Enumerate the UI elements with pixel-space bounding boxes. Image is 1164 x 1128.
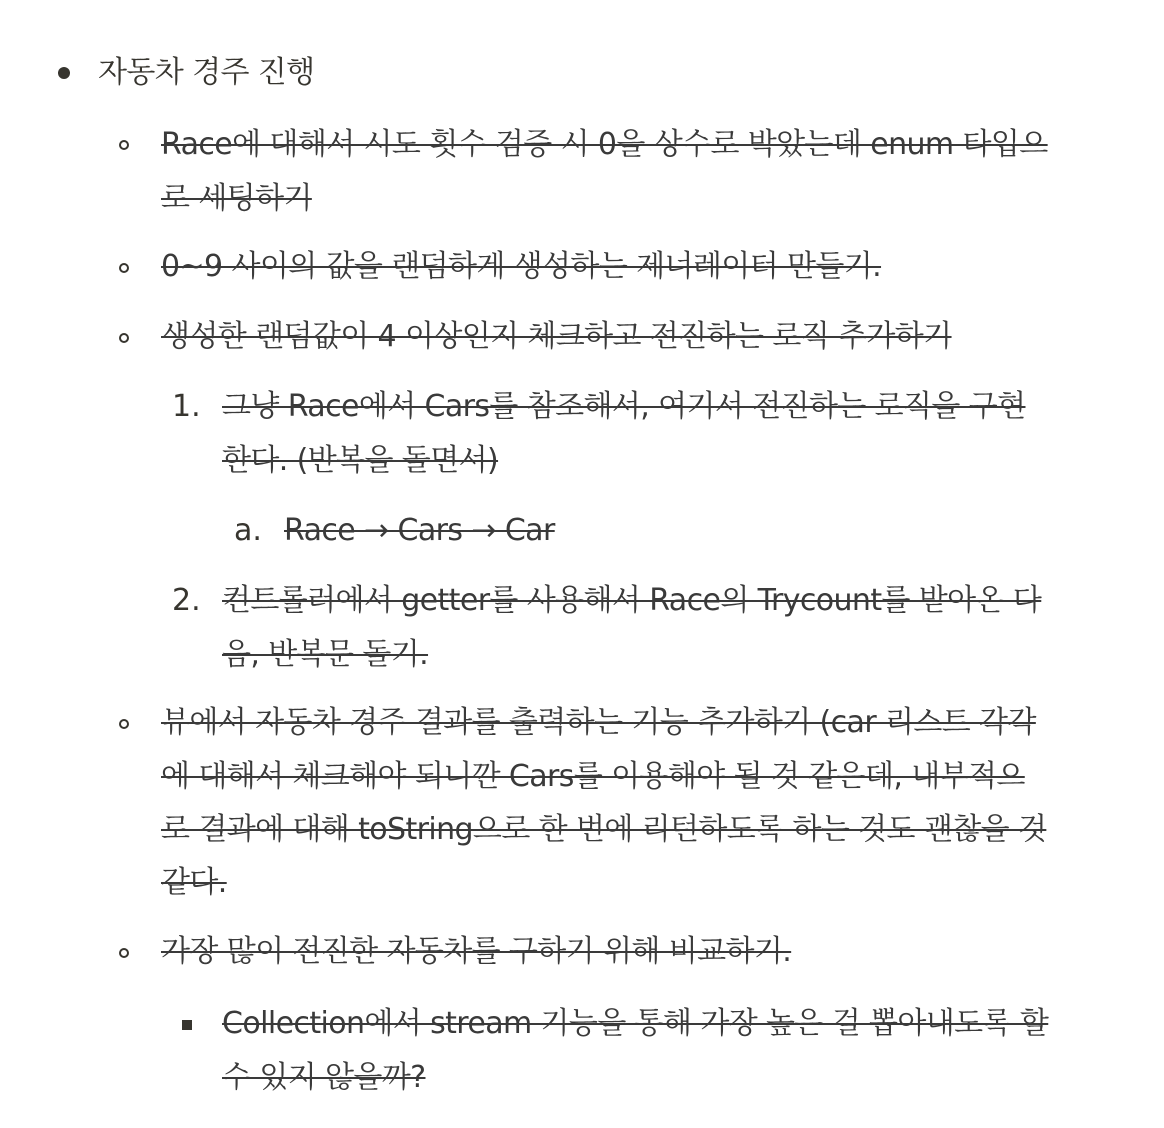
list-item-top[interactable]: 자동차 경주 진행 — [98, 55, 315, 90]
numbered-item-1-line-2[interactable]: 한다. (반복을 돌면서) — [222, 443, 499, 478]
list-item-3[interactable]: 생성한 랜덤값이 4 이상인지 체크하고 전진하는 로직 추가하기 — [161, 319, 952, 354]
list-item-1-line-1[interactable]: Race에 대해서 시도 횟수 검증 시 0을 상수로 박았는데 enum 타입으 — [161, 127, 1048, 162]
lettered-marker-a: a. — [234, 513, 262, 548]
list-item-2[interactable]: 0~9 사이의 값을 랜덤하게 생성하는 제너레이터 만들기. — [161, 249, 882, 284]
numbered-marker-2: 2. — [172, 583, 201, 618]
numbered-marker-1: 1. — [172, 389, 201, 424]
numbered-item-1-line-1[interactable]: 그냥 Race에서 Cars를 참조해서, 여기서 전진하는 로직을 구현 — [222, 389, 1026, 424]
bullet-circle-icon — [119, 263, 129, 273]
list-item-1-line-2[interactable]: 로 세팅하기 — [161, 181, 312, 216]
list-item-5-sub-line-2[interactable]: 수 있지 않을까? — [222, 1060, 426, 1095]
numbered-item-2-line-2[interactable]: 음, 반복문 돌기. — [222, 637, 429, 672]
bullet-circle-icon — [119, 948, 129, 958]
bullet-disc-icon — [58, 67, 70, 79]
bullet-circle-icon — [119, 333, 129, 343]
list-item-4-line-2[interactable]: 에 대해서 체크해야 되니깐 Cars를 이용해야 될 것 같은데, 내부적으 — [161, 759, 1025, 794]
bullet-circle-icon — [119, 719, 129, 729]
lettered-item-a[interactable]: Race → Cars → Car — [284, 513, 555, 548]
list-item-5[interactable]: 가장 많이 전진한 자동차를 구하기 위해 비교하기. — [161, 934, 792, 969]
bullet-circle-icon — [119, 140, 129, 150]
bullet-square-icon — [182, 1020, 192, 1030]
numbered-item-2-line-1[interactable]: 컨트롤러에서 getter를 사용해서 Race의 Trycount를 받아온 다 — [222, 583, 1042, 618]
list-item-4-line-1[interactable]: 뷰에서 자동차 경주 결과를 출력하는 기능 추가하기 (car 리스트 각각 — [161, 705, 1036, 740]
list-item-4-line-3[interactable]: 로 결과에 대해 toString으로 한 번에 리턴하도록 하는 것도 괜찮을 것 — [161, 812, 1047, 847]
list-item-4-line-4[interactable]: 같다. — [161, 865, 227, 900]
list-item-5-sub-line-1[interactable]: Collection에서 stream 기능을 통해 가장 높은 걸 뽑아내도록 할 — [222, 1006, 1049, 1041]
